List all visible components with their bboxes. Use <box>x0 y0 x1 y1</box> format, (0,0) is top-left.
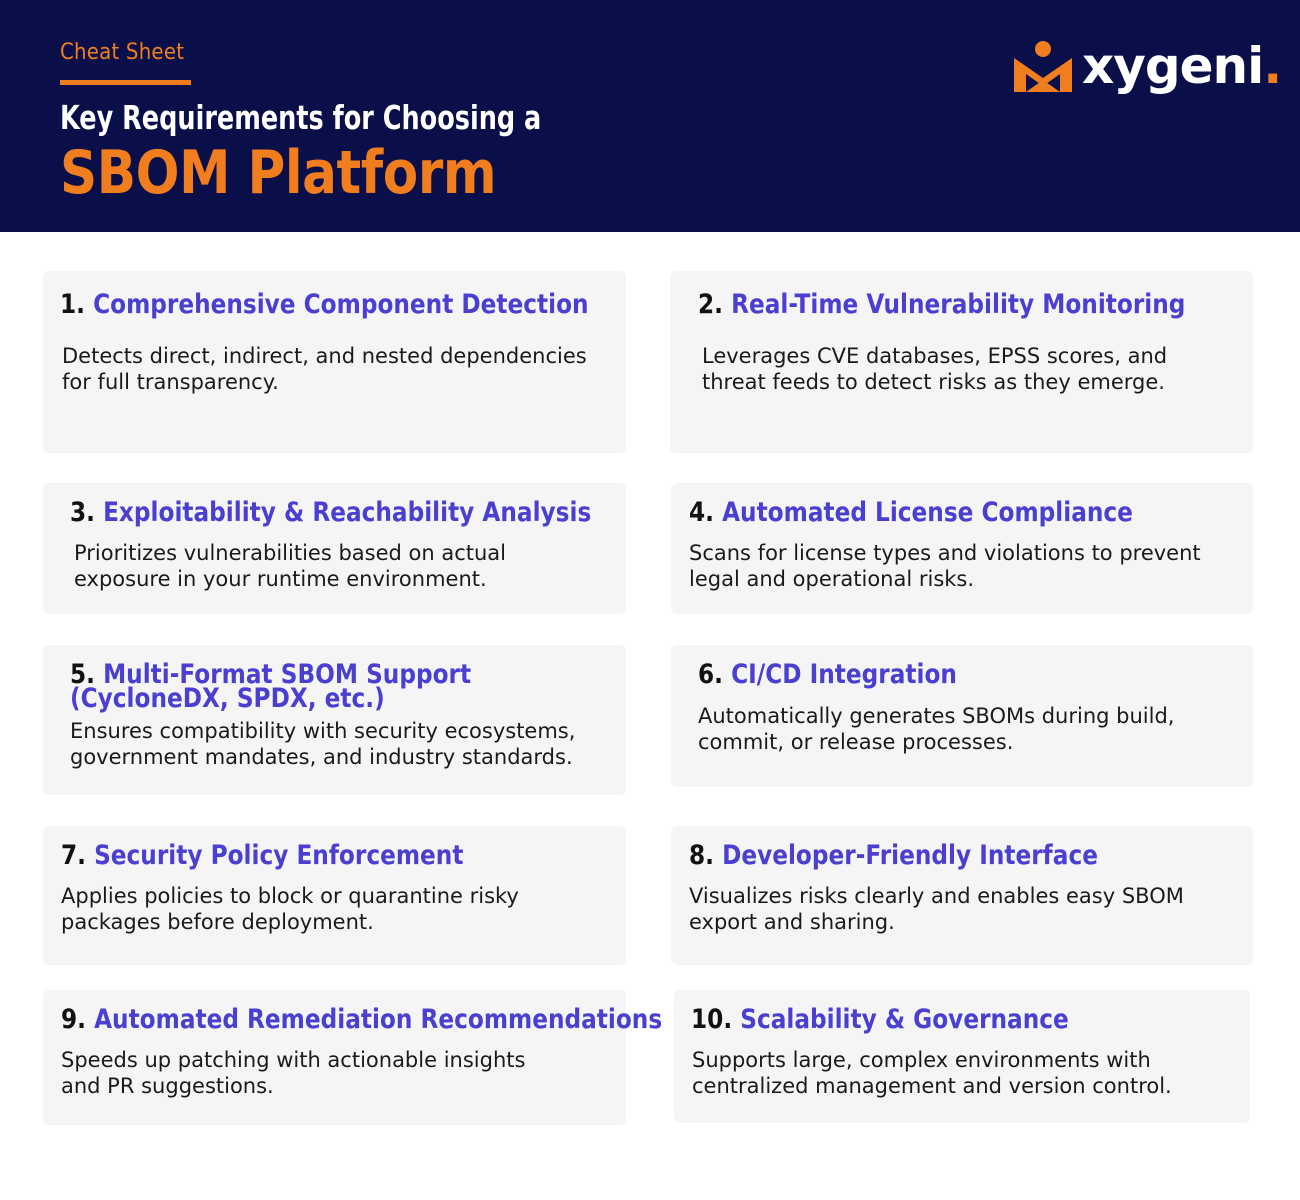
requirement-card-3 <box>43 483 626 614</box>
requirement-title-text: Scalability & Governance <box>740 1004 1069 1035</box>
requirement-number: 8. <box>689 840 714 871</box>
requirement-title <box>698 289 1186 320</box>
requirement-number: 9. <box>61 1004 86 1035</box>
requirement-card-5 <box>43 645 626 795</box>
requirement-card-4 <box>671 483 1253 614</box>
requirement-title-text: Multi-Format SBOM Support (CycloneDX, SPDX, etc.) <box>70 659 472 714</box>
requirement-title <box>61 1004 663 1035</box>
requirement-number: 6. <box>698 659 723 690</box>
requirement-number: 7. <box>61 840 86 871</box>
requirement-number: 10. <box>691 1004 733 1035</box>
requirement-title-text: Comprehensive Component Detection <box>93 289 589 320</box>
requirement-card-6 <box>671 645 1253 787</box>
requirement-description: Ensures compatibility with security ecosystems, government mandates, and industry standards. <box>70 719 576 769</box>
requirement-title-text: Exploitability & Reachability Analysis <box>103 497 592 528</box>
requirement-title-text: CI/CD Integration <box>731 659 957 690</box>
brand-logo <box>1010 38 1281 102</box>
requirement-card-8 <box>671 826 1253 965</box>
requirement-card-9 <box>43 990 663 1125</box>
requirement-card-1 <box>43 271 626 453</box>
requirement-number: 2. <box>698 289 723 320</box>
requirement-title-text: Security Policy Enforcement <box>94 840 464 871</box>
requirement-title <box>689 497 1133 528</box>
requirement-number: 5. <box>70 659 95 690</box>
requirement-description: Visualizes risks clearly and enables easy SBOM export and sharing. <box>689 884 1184 934</box>
requirement-number: 4. <box>689 497 714 528</box>
requirement-card-10 <box>674 990 1250 1123</box>
eyebrow-underline <box>60 80 191 85</box>
page-title-highlight: SBOM Platform <box>60 138 497 208</box>
requirement-description: Supports large, complex environments with centralized management and version control. <box>692 1048 1172 1098</box>
requirement-title <box>61 840 464 871</box>
page-title: Key Requirements for Choosing a <box>60 98 542 137</box>
requirement-title <box>60 289 589 320</box>
requirement-description: Applies policies to block or quarantine risky packages before deployment. <box>61 884 519 934</box>
requirement-card-2 <box>670 271 1253 453</box>
requirement-card-7 <box>43 826 626 965</box>
requirement-description: Prioritizes vulnerabilities based on actual exposure in your runtime environment. <box>74 541 507 591</box>
requirement-title <box>689 840 1098 871</box>
brand-wordmark: xygeni. <box>1082 37 1282 95</box>
requirement-title <box>691 1004 1069 1035</box>
requirement-description: Detects direct, indirect, and nested dependencies for full transparency. <box>62 344 587 394</box>
requirement-title-text: Automated License Compliance <box>722 497 1133 528</box>
requirement-title-text: Automated Remediation Recommendations <box>94 1004 663 1035</box>
requirement-title-text: Developer-Friendly Interface <box>722 840 1098 871</box>
requirement-description: Automatically generates SBOMs during build, commit, or release processes. <box>698 704 1175 754</box>
requirement-title <box>70 659 620 714</box>
requirement-title-text: Real-Time Vulnerability Monitoring <box>731 289 1186 320</box>
requirement-description: Speeds up patching with actionable insights and PR suggestions. <box>61 1048 526 1098</box>
requirement-description: Leverages CVE databases, EPSS scores, and threat feeds to detect risks as they emerge. <box>702 344 1168 394</box>
requirement-number: 3. <box>70 497 95 528</box>
requirement-description: Scans for license types and violations to prevent legal and operational risks. <box>689 541 1201 591</box>
eyebrow-label: Cheat Sheet <box>60 40 185 65</box>
requirement-number: 1. <box>60 289 85 320</box>
xygeni-mark-icon <box>1010 40 1076 100</box>
requirement-title <box>70 497 592 528</box>
requirement-title <box>698 659 957 690</box>
header-banner <box>0 0 1300 232</box>
